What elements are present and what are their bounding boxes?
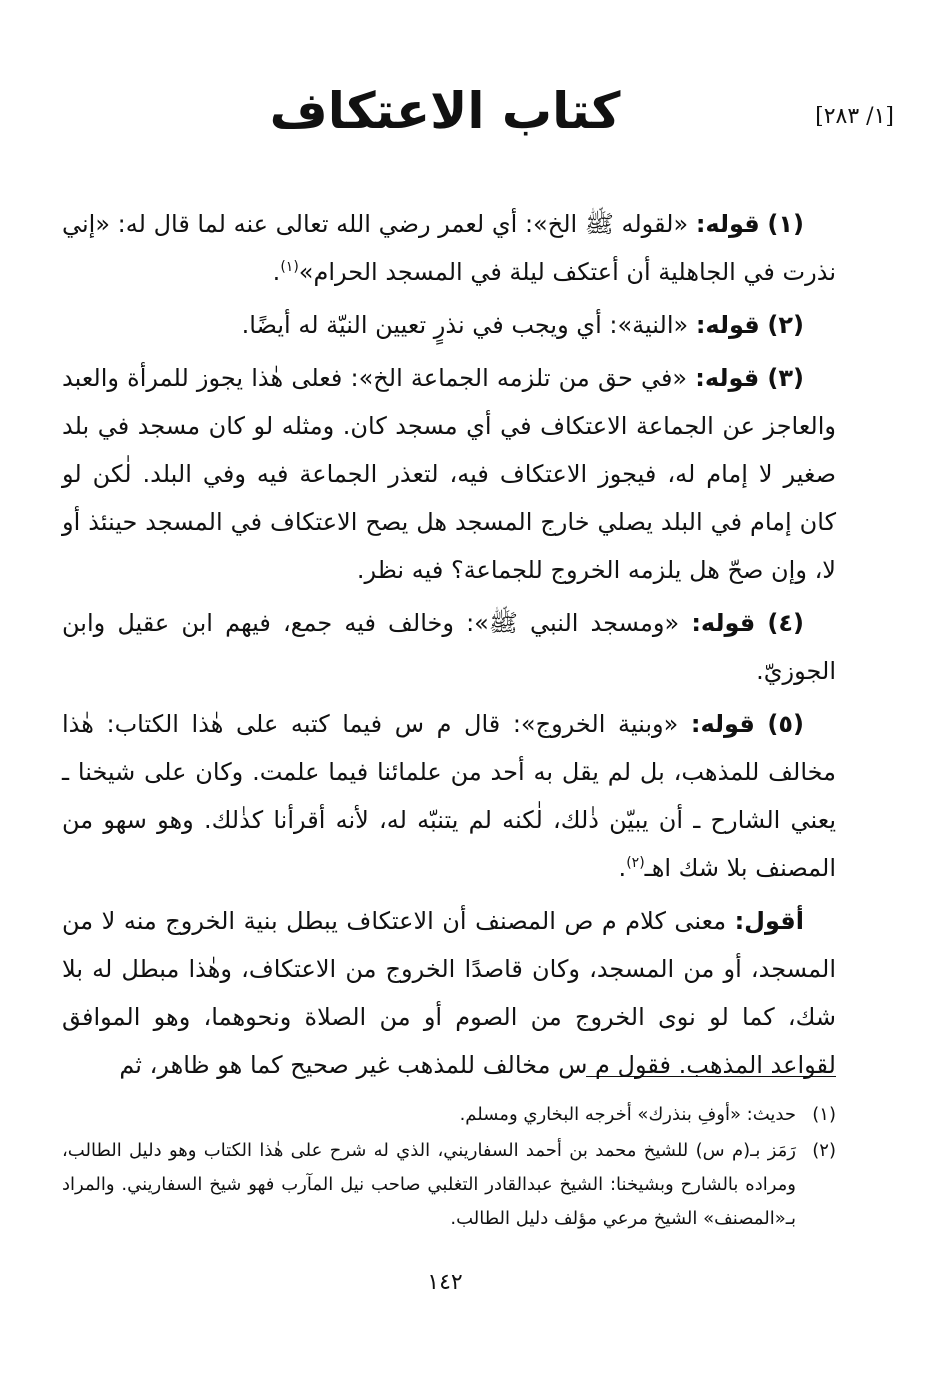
- chapter-title: كتاب الاعتكاف: [269, 82, 621, 140]
- footnote-1: [62, 1098, 836, 1132]
- paragraph-number: (١): [767, 210, 804, 238]
- main-text: [62, 200, 836, 1094]
- footnote-separator: [586, 1076, 836, 1077]
- paragraph-number: (٤): [767, 609, 804, 637]
- paragraph-label: قوله:: [690, 710, 755, 738]
- paragraph-1: [62, 200, 836, 296]
- paragraph-text: «في حق من تلزمه الجماعة الخ»: فعلى هٰذا يجوز للمرأة والعبد والعاجز عن الجماعة الاعتكاف في أي مسجد كان. ومثله لو كان مسجد في بلد صغير لا إمام له، فيجوز الاعتكاف فيه، لتعذر الجماعة فيه وفي البلد. لٰكن لو كان إمام في البلد يصلي خارج المسجد هل يصح الاعتكاف في المسجد حينئذ أو لا، وإن صحّ هل يلزمه الخروج للجماعة؟ فيه نظر.: [62, 364, 836, 584]
- paragraph-label: أقول:: [734, 907, 804, 935]
- paragraph-text: «ومسجد النبي ﷺ»: وخالف فيه جمع، فيهم ابن عقيل وابن الجوزيّ.: [62, 609, 836, 685]
- paragraph-label: قوله:: [691, 609, 756, 637]
- paragraph-label: قوله:: [695, 210, 760, 238]
- paragraph-label: قوله:: [695, 311, 760, 339]
- paragraph-text: معنى كلام م ص المصنف أن الاعتكاف يبطل بنية الخروج منه لا من المسجد، أو من المسجد، وكان قاصدًا الخروج من الاعتكاف، وهٰذا مبطل له بلا شك، كما لو نوى الخروج من الصوم أو من الصلاة ونحوهما، وهو الموافق لقواعد المذهب. فقول م س مخالف للمذهب غير صحيح كما هو ظاهر، ثم: [62, 907, 836, 1079]
- paragraph-number: (٢): [767, 311, 804, 339]
- paragraph-3: [62, 354, 836, 594]
- page-reference: [١/ ٢٨٣]: [815, 104, 894, 129]
- footnote-number: (١): [812, 1104, 836, 1125]
- footnotes: [62, 1098, 836, 1238]
- paragraph-label: قوله:: [695, 364, 760, 392]
- paragraph-6: [62, 897, 836, 1089]
- footnote-marker: (٢): [626, 855, 645, 871]
- paragraph-4: [62, 599, 836, 695]
- page-number: ١٤٢: [427, 1270, 463, 1295]
- footnote-2: [62, 1134, 836, 1236]
- footnote-text: رَمَز بـ(م س) للشيخ محمد بن أحمد السفاريني، الذي له شرح على هٰذا الكتاب وهو دليل الطالب، ومراده بالشارح وبشيخنا: الشيخ عبدالقادر التغلبي صاحب نيل المآرب فهو شيخ السفاريني. والمراد بـ«المصنف» الشيخ مرعي مؤلف دليل الطالب.: [62, 1140, 796, 1229]
- paragraph-tail: .: [272, 258, 281, 286]
- paragraph-2: [62, 301, 836, 349]
- footnote-number: (٢): [812, 1140, 836, 1161]
- footnote-marker: (١): [280, 259, 299, 275]
- paragraph-text: «لقوله ﷺ الخ»: أي لعمر رضي الله تعالى عنه لما قال له: «إني نذرت في الجاهلية أن أعتكف ليلة في المسجد الحرام»: [62, 210, 836, 286]
- paragraph-number: (٥): [767, 710, 804, 738]
- paragraph-text: «وبنية الخروج»: قال م س فيما كتبه على هٰذا الكتاب: هٰذا مخالف للمذهب، بل لم يقل به أحد من علمائنا فيما علمت. وكان على شيخنا ـ يعني الشارح ـ أن يبيّن ذٰلك، لٰكنه لم يتنبّه له، لأنه أقرأنا كذٰلك. وهو سهو من المصنف بلا شك اهـ: [62, 710, 836, 882]
- paragraph-text: «النية»: أي ويجب في نذرٍ تعيين النيّة له أيضًا.: [241, 311, 689, 339]
- footnote-text: حديث: «أوفِ بنذرك» أخرجه البخاري ومسلم.: [459, 1104, 796, 1125]
- paragraph-number: (٣): [767, 364, 804, 392]
- paragraph-5: [62, 700, 836, 892]
- paragraph-tail: .: [618, 854, 627, 882]
